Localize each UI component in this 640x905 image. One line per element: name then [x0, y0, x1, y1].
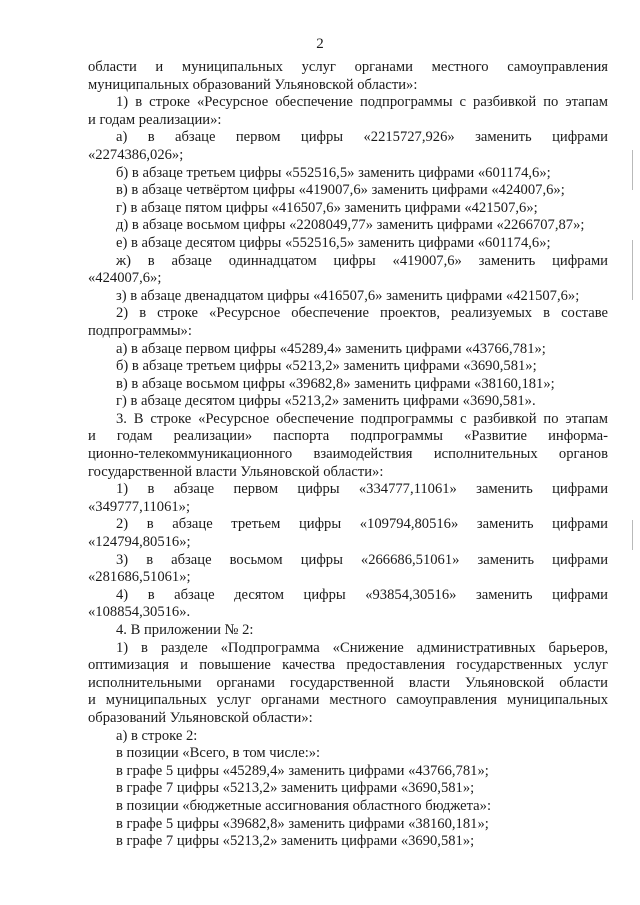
text-line: в графе 7 цифры «5213,2» заменить цифрами «3690,581»;: [116, 780, 475, 797]
text-line: а) в абзаце первом цифры «2215727,926» заменить цифрами: [116, 129, 608, 146]
text-line: области и муниципальных услуг органами местного самоуправления: [88, 59, 608, 75]
text-line: 2) в строке «Ресурсное обеспечение проектов, реализуемых в составе: [116, 305, 608, 322]
scan-edge-mark: [632, 520, 633, 550]
text-line: в) в абзаце восьмом цифры «39682,8» заменить цифрами «38160,181»;: [116, 375, 555, 392]
text-line: и годам реализации»:: [88, 111, 222, 128]
text-line: «281686,51061»;: [88, 569, 191, 586]
text-line: оптимизация и повышение качества предоставления государственных услуг: [88, 657, 608, 674]
text-line: исполнительными органами государственной власти Ульяновской области: [88, 674, 608, 691]
text-line: б) в абзаце третьем цифры «552516,5» заменить цифрами «601174,6»;: [116, 164, 551, 181]
scan-edge-mark: [632, 150, 633, 190]
text-line: «124794,80516»;: [88, 534, 191, 551]
text-line: «349777,11061»;: [88, 498, 191, 515]
scan-edge-mark: [632, 240, 633, 300]
document-body: [88, 59, 608, 851]
text-line: 1) в строке «Ресурсное обеспечение подпрограммы с разбивкой по этапам: [116, 94, 608, 111]
text-line: и муниципальных услуг органами местного самоуправления муниципальных: [88, 692, 608, 709]
text-line: б) в абзаце третьем цифры «5213,2» заменить цифрами «3690,581»;: [116, 358, 537, 375]
text-line: 1) в разделе «Подпрограмма «Снижение административных барьеров,: [116, 639, 608, 656]
text-line: 3. В строке «Ресурсное обеспечение подпрограммы с разбивкой по этапам: [116, 410, 608, 427]
text-line: «2274386,026»;: [88, 146, 184, 163]
text-line: 2) в абзаце третьем цифры «109794,80516» заменить цифрами: [116, 516, 608, 533]
text-line: образований Ульяновской области»:: [88, 709, 313, 726]
text-line: подпрограммы»:: [88, 322, 192, 339]
text-line: е) в абзаце десятом цифры «552516,5» заменить цифрами «601174,6»;: [116, 234, 551, 251]
text-line: з) в абзаце двенадцатом цифры «416507,6» заменить цифрами «421507,6»;: [116, 287, 580, 304]
text-line: д) в абзаце восьмом цифры «2208049,77» заменить цифрами «2266707,87»;: [116, 217, 585, 234]
text-line: государственной власти Ульяновской области»:: [88, 463, 384, 480]
text-line: ж) в абзаце одиннадцатом цифры «419007,6» заменить цифрами: [116, 252, 608, 269]
text-line: в графе 5 цифры «39682,8» заменить цифрами «38160,181»;: [116, 815, 489, 832]
text-line: 4) в абзаце десятом цифры «93854,30516» заменить цифрами: [116, 586, 608, 603]
text-line: муниципальных образований Ульяновской области»:: [88, 76, 418, 93]
text-line: г) в абзаце пятом цифры «416507,6» заменить цифрами «421507,6»;: [116, 199, 538, 216]
text-line: ционно-телекоммуникационного взаимодействия исполнительных органов: [88, 446, 608, 463]
text-line: а) в строке 2:: [116, 727, 198, 744]
text-line: в графе 5 цифры «45289,4» заменить цифрами «43766,781»;: [116, 762, 489, 779]
text-line: 1) в абзаце первом цифры «334777,11061» заменить цифрами: [116, 481, 608, 498]
text-line: в) в абзаце четвёртом цифры «419007,6» заменить цифрами «424007,6»;: [116, 182, 565, 199]
text-line: а) в абзаце первом цифры «45289,4» заменить цифрами «43766,781»;: [116, 340, 546, 357]
text-line: «424007,6»;: [88, 270, 162, 287]
text-line: 4. В приложении № 2:: [116, 622, 254, 638]
text-line: 3) в абзаце восьмом цифры «266686,51061» заменить цифрами: [116, 551, 608, 568]
text-line: и годам реализации» паспорта подпрограммы «Развитие информа-: [88, 428, 608, 445]
page-number: 2: [316, 36, 324, 52]
text-line: в позиции «Всего, в том числе:»:: [116, 745, 321, 762]
text-line: в графе 7 цифры «5213,2» заменить цифрами «3690,581»;: [116, 833, 475, 850]
text-line: «108854,30516».: [88, 604, 191, 621]
text-line: в позиции «бюджетные ассигнования областного бюджета»:: [116, 797, 491, 814]
text-line: г) в абзаце десятом цифры «5213,2» заменить цифрами «3690,581».: [116, 393, 536, 410]
